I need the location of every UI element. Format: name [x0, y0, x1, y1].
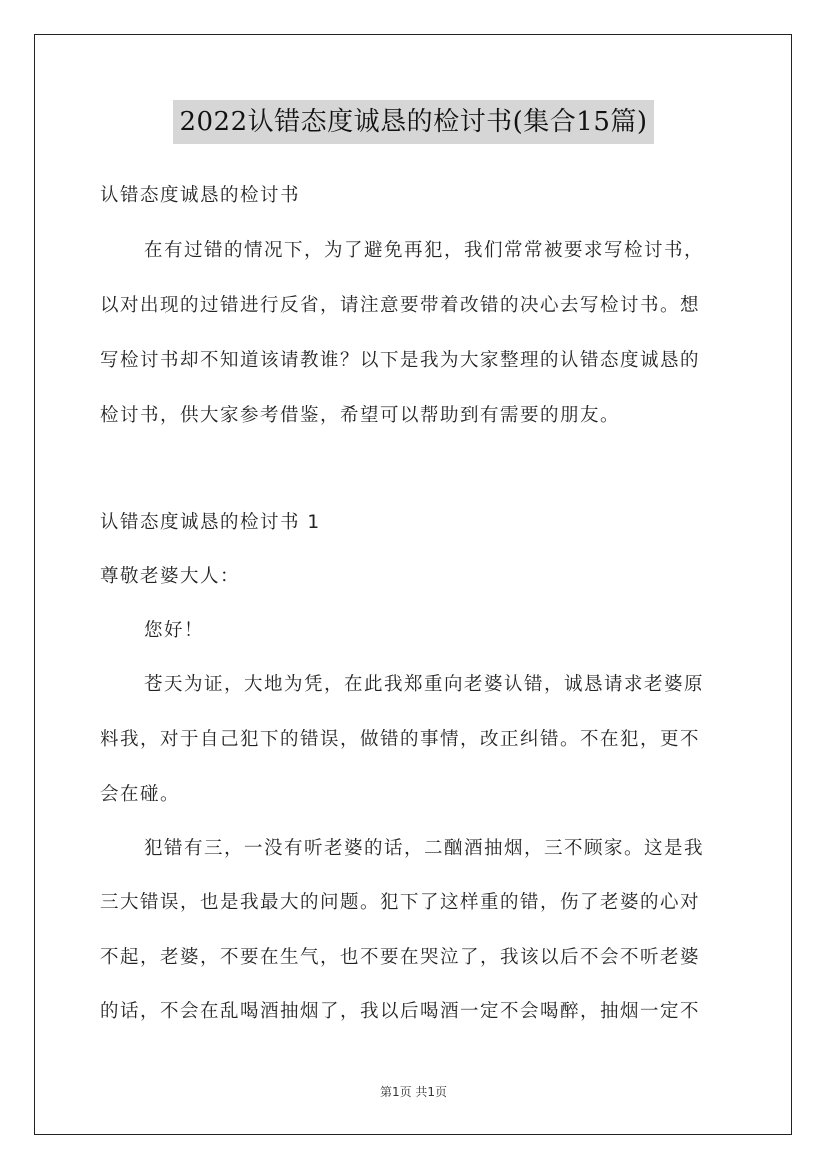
page-footer: 第1页 共1页	[379, 1085, 448, 1099]
intro-heading: 认错态度诚恳的检讨书	[100, 185, 301, 206]
intro-line: 在有过错的情况下，为了避免再犯，我们常常被要求写检讨书，	[144, 240, 705, 261]
title-container	[0, 100, 827, 144]
paragraph-line: 不起，老婆，不要在生气，也不要在哭泣了，我该以后不会不听老婆	[100, 947, 701, 968]
paragraph-line: 苍天为证，大地为凭，在此我郑重向老婆认错，诚恳请求老婆原	[144, 674, 705, 695]
paragraph-line: 会在碰。	[100, 784, 181, 805]
paragraph-line: 料我，对于自己犯下的错误，做错的事情，改正纠错。不在犯，更不	[100, 729, 701, 750]
intro-line: 写检讨书却不知道该请教谁？以下是我为大家整理的认错态度诚恳的	[100, 350, 701, 371]
paragraph-line: 的话，不会在乱喝酒抽烟了，我以后喝酒一定不会喝醉，抽烟一定不	[100, 1001, 701, 1022]
paragraph-line: 三大错误，也是我最大的问题。犯下了这样重的错，伤了老婆的心对	[100, 892, 701, 913]
document-title: 2022认错态度诚恳的检讨书(集合15篇)	[173, 100, 653, 144]
intro-line: 检讨书，供大家参考借鉴，希望可以帮助到有需要的朋友。	[100, 405, 621, 426]
section-heading: 认错态度诚恳的检讨书 1	[100, 512, 321, 533]
intro-line: 以对出现的过错进行反省，请注意要带着改错的决心去写检讨书。想	[100, 295, 701, 316]
paragraph-line: 犯错有三，一没有听老婆的话，二酗酒抽烟，三不顾家。这是我	[144, 838, 705, 859]
salutation: 尊敬老婆大人：	[100, 566, 241, 587]
greeting: 您好！	[144, 620, 205, 641]
